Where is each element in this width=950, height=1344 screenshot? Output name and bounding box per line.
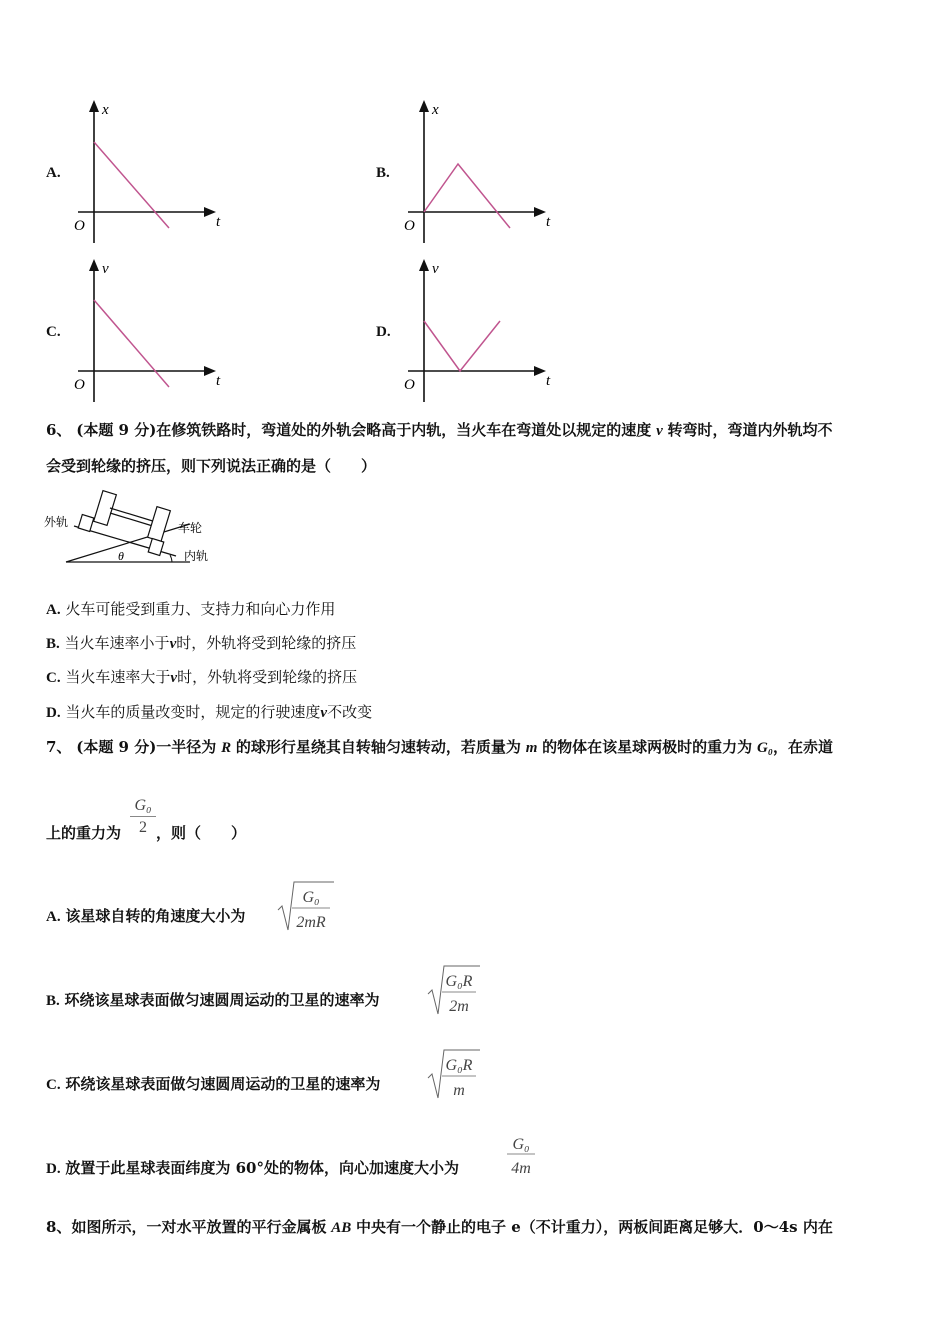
- q6-option-d-letter: D.: [46, 705, 61, 721]
- q6-stem-line2-text: 会受到轮缘的挤压，则下列说法正确的是（ ）: [46, 457, 377, 475]
- q7-line2-frac-den: 2: [130, 816, 156, 839]
- q7-a-den: 2mR: [296, 914, 326, 931]
- graph-d-label: D.: [376, 324, 391, 340]
- graph-b-label: B.: [376, 165, 390, 181]
- q6-fig-outer-label: 外轨: [44, 515, 69, 529]
- q7-d-den: 4m: [511, 1160, 531, 1177]
- q7-option-b-formula: [426, 964, 482, 1024]
- q7-a-num: G₀: [302, 889, 320, 906]
- graph-c-label: C.: [46, 324, 61, 340]
- q7-var-m: m: [525, 740, 538, 756]
- q6-option-a[interactable]: [46, 599, 335, 620]
- q6-figure: [44, 486, 224, 572]
- graph-a-label: A.: [46, 165, 61, 181]
- graph-d-xaxis: t: [546, 373, 551, 389]
- q8-stem-a: 如图所示，一对水平放置的平行金属板: [71, 1218, 327, 1236]
- q6-option-d-pre: 当火车的质量改变时，规定的行驶速度: [65, 703, 321, 721]
- q7-option-b[interactable]: [46, 990, 380, 1011]
- q6-option-c-pre: 当火车速率大于: [65, 668, 171, 686]
- q8-number: 8、: [46, 1218, 72, 1236]
- q6-var-v: v: [656, 423, 663, 439]
- q6-option-d-var: v: [320, 705, 328, 721]
- q6-fig-inner-label: 内轨: [184, 549, 209, 563]
- graph-b-origin: O: [404, 218, 415, 234]
- q6-option-d-post: 不改变: [327, 703, 373, 721]
- q8-var-ab: AB: [331, 1220, 352, 1236]
- q7-option-d-formula: [505, 1132, 537, 1186]
- q7-option-c-formula: [426, 1048, 482, 1108]
- q7-line2-frac-num: G₀: [134, 797, 152, 814]
- q6-option-b-post: 时，外轨将受到轮缘的挤压: [176, 634, 357, 652]
- q6-number: 6、: [46, 421, 72, 439]
- q6-option-a-text: 火车可能受到重力、支持力和向心力作用: [65, 600, 336, 618]
- q6-option-b[interactable]: [46, 633, 356, 654]
- q6-stem-line1: [46, 420, 833, 441]
- q6-option-b-pre: 当火车速率小于: [64, 634, 170, 652]
- graph-d-yaxis: v: [432, 261, 439, 277]
- graph-a: [70, 98, 230, 246]
- q7-number: 7、: [46, 738, 72, 756]
- q6-option-c-var: v: [170, 670, 178, 686]
- q7-option-a-text: 该星球自转的角速度大小为: [65, 907, 246, 925]
- graph-b-line: [424, 164, 510, 228]
- q7-var-r: R: [221, 740, 232, 756]
- q7-stem-line1: [46, 737, 833, 758]
- q6-fig-wheel-label: 车轮: [178, 521, 203, 535]
- q6-option-b-var: v: [169, 636, 177, 652]
- graph-d-line: [424, 321, 500, 371]
- graph-d: [400, 257, 560, 405]
- graph-a-origin: O: [74, 218, 85, 234]
- q6-stem-b: 转弯时，弯道内外轨均不: [667, 421, 833, 439]
- graph-c-xaxis: t: [216, 373, 221, 389]
- q6-option-c[interactable]: [46, 667, 357, 688]
- graph-b-xaxis: t: [546, 214, 551, 230]
- q6-stem-line2: [46, 456, 376, 476]
- q7-stem-b: 的球形行星绕其自转轴匀速转动，若质量为: [235, 738, 521, 756]
- q7-option-d-text: 放置于此星球表面纬度为 60°处的物体，向心加速度大小为: [65, 1159, 459, 1177]
- graph-a-line: [94, 142, 169, 228]
- q7-line2-post: [156, 823, 246, 843]
- graph-b: [400, 98, 560, 246]
- graph-b-yaxis: x: [432, 102, 439, 118]
- q7-c-den: m: [453, 1082, 465, 1099]
- q7-option-b-text: 环绕该星球表面做匀速圆周运动的卫星的速率为: [64, 991, 380, 1009]
- q7-option-a[interactable]: [46, 906, 245, 927]
- q6-option-a-letter: A.: [46, 602, 61, 618]
- q7-d-num: G₀: [512, 1136, 530, 1153]
- graph-d-origin: O: [404, 377, 415, 393]
- q7-b-num: G₀R: [445, 973, 473, 990]
- q7-score: (本题 9 分): [76, 738, 157, 756]
- graph-c-yaxis: v: [102, 261, 109, 277]
- graph-c-origin: O: [74, 377, 85, 393]
- q6-option-d[interactable]: [46, 702, 372, 723]
- q7-option-b-letter: B.: [46, 993, 60, 1009]
- q6-option-c-letter: C.: [46, 670, 61, 686]
- graph-a-yaxis: x: [102, 102, 109, 118]
- graph-c: [70, 257, 230, 405]
- q7-b-den: 2m: [449, 998, 469, 1015]
- q7-line2-pre-text: 上的重力为: [46, 824, 122, 842]
- q7-stem-a: 一半径为: [156, 738, 217, 756]
- q7-option-c[interactable]: [46, 1074, 380, 1095]
- q7-line2-post-text: ，则（ ）: [156, 824, 247, 842]
- q7-c-num: G₀R: [445, 1057, 473, 1074]
- q7-var-g0: G₀: [756, 740, 773, 756]
- q6-score: (本题 9 分): [76, 421, 157, 439]
- q7-stem-d: ，在赤道: [773, 738, 834, 756]
- q7-option-c-text: 环绕该星球表面做匀速圆周运动的卫星的速率为: [65, 1075, 381, 1093]
- graph-c-line: [94, 300, 169, 387]
- q6-stem-a: 在修筑铁路时，弯道处的外轨会略高于内轨，当火车在弯道处以规定的速度: [156, 421, 652, 439]
- q7-line2-fraction: [130, 796, 156, 839]
- q7-option-d[interactable]: [46, 1158, 459, 1179]
- q7-stem-c: 的物体在该星球两极时的重力为: [542, 738, 753, 756]
- q7-line2-pre: [46, 823, 121, 843]
- q8-stem-b: 中央有一个静止的电子 e（不计重力），两板间距离足够大．0～4s 内在: [356, 1218, 833, 1236]
- q6-fig-angle-label: θ: [118, 549, 124, 563]
- graph-a-xaxis: t: [216, 214, 221, 230]
- q8-stem-line1: [46, 1217, 833, 1238]
- q7-option-d-letter: D.: [46, 1161, 61, 1177]
- q7-option-c-letter: C.: [46, 1077, 61, 1093]
- q6-option-b-letter: B.: [46, 636, 60, 652]
- q7-option-a-letter: A.: [46, 909, 61, 925]
- q7-option-a-formula: [276, 880, 336, 940]
- q6-option-c-post: 时，外轨将受到轮缘的挤压: [177, 668, 358, 686]
